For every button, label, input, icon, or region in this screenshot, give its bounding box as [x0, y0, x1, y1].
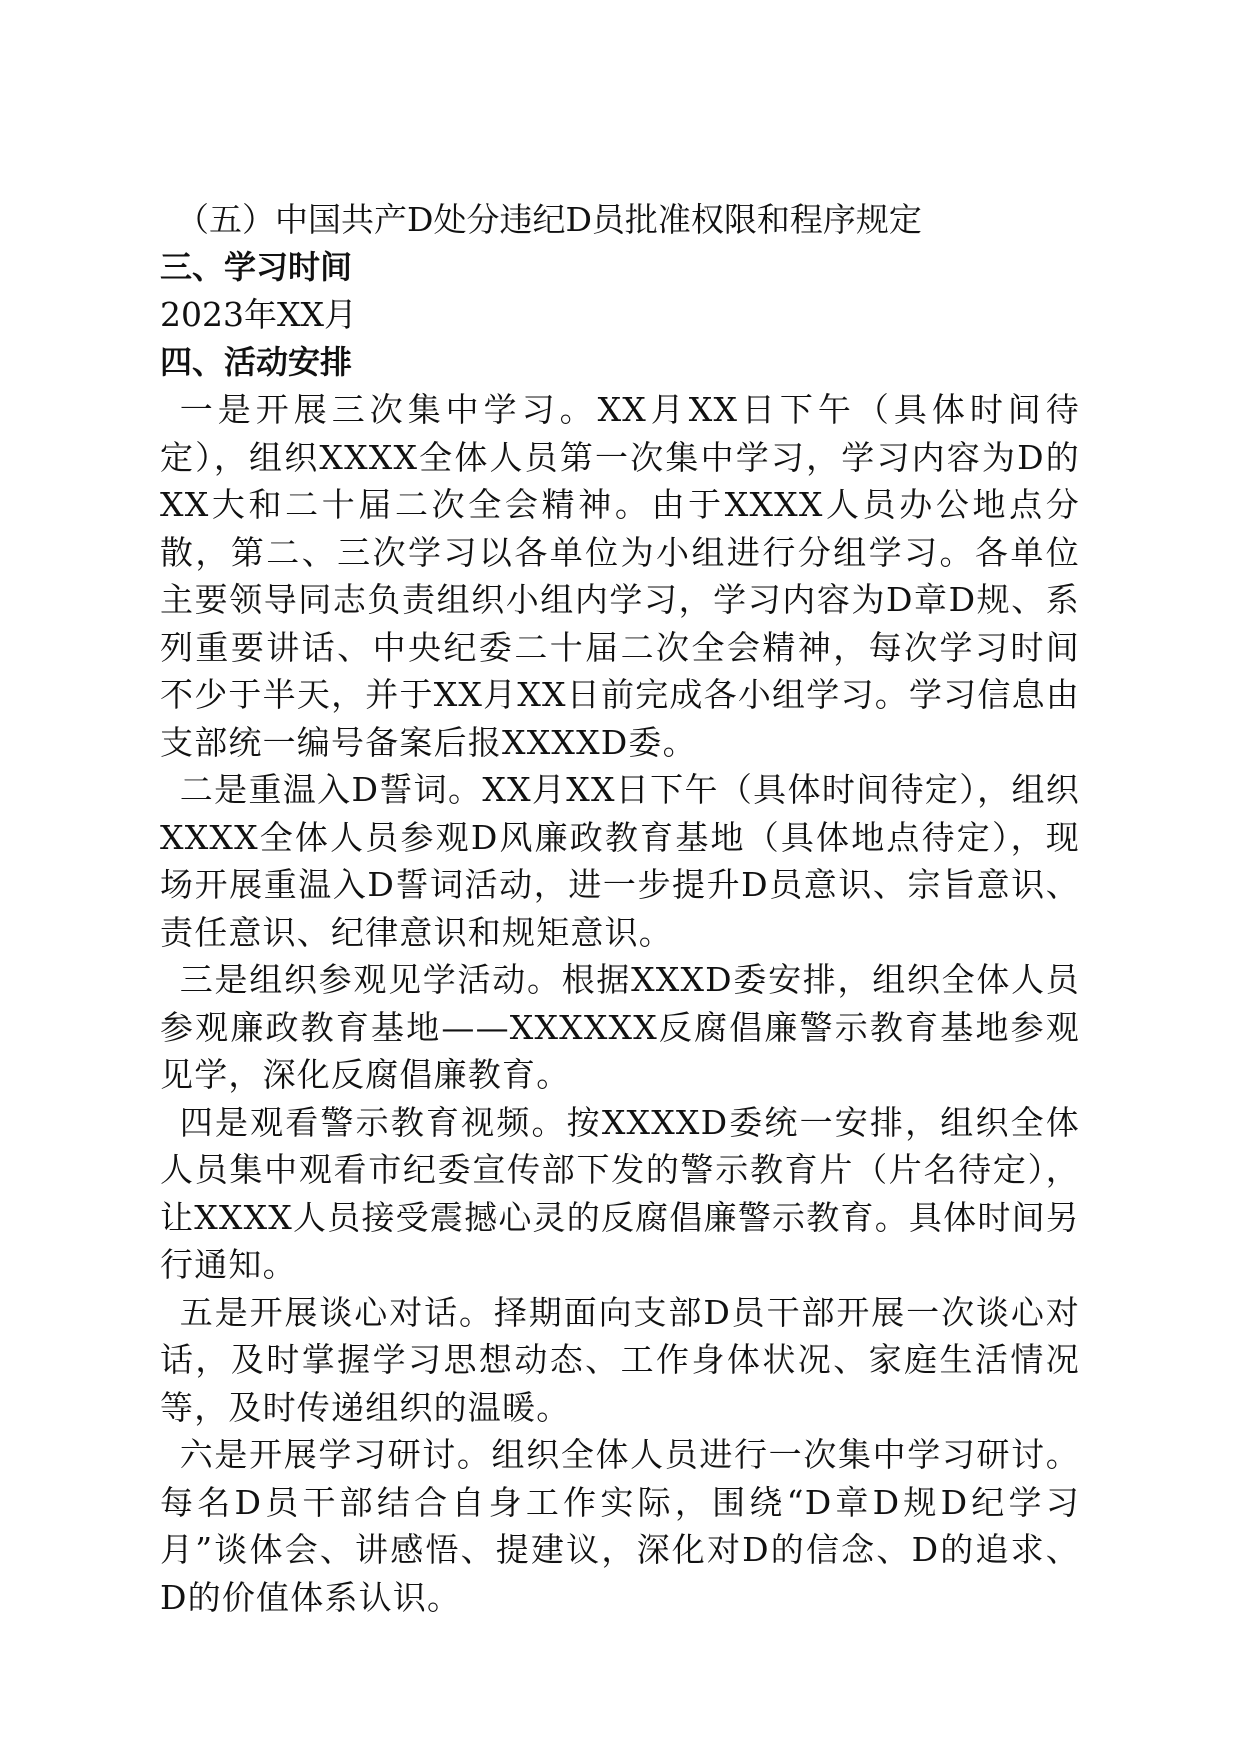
- document-body: [160, 196, 1080, 1621]
- activity-paragraph-3: 三是组织参观见学活动。根据XXXD委安排，组织全体人员参观廉政教育基地——XXXXXX反腐倡廉警示教育基地参观见学，深化反腐倡廉教育。: [160, 960, 1080, 1094]
- activity-paragraph-2: 二是重温入D誓词。XX月XX日下午（具体时间待定），组织XXXX全体人员参观D风廉政教育基地（具体地点待定），现场开展重温入D誓词活动，进一步提升D员意识、宗旨意识、责任意识、纪律意识和规矩意识。: [160, 770, 1080, 952]
- study-time-text: 2023年XX月: [160, 295, 357, 334]
- activity-paragraph-6: 六是开展学习研讨。组织全体人员进行一次集中学习研讨。每名D员干部结合自身工作实际，围绕“D章D规D纪学习月”谈体会、讲感悟、提建议，深化对D的信念、D的追求、D的价值体系认识。: [160, 1435, 1080, 1617]
- section-three-heading: 三、学习时间: [160, 247, 353, 286]
- activity-paragraph-1: 一是开展三次集中学习。XX月XX日下午（具体时间待定），组织XXXX全体人员第一次集中学习，学习内容为D的XX大和二十届二次全会精神。由于XXXX人员办公地点分散，第二、三次学习以各单位为小组进行分组学习。各单位主要领导同志负责组织小组内学习，学习内容为D章D规、系列重要讲话、中央纪委二十届二次全会精神，每次学习时间不少于半天，并于XX月XX日前完成各小组学习。学习信息由支部统一编号备案后报XXXXD委。: [160, 390, 1080, 762]
- activity-paragraph-4: 四是观看警示教育视频。按XXXXD委统一安排，组织全体人员集中观看市纪委宣传部下发的警示教育片（片名待定），让XXXX人员接受震撼心灵的反腐倡廉警示教育。具体时间另行通知。: [160, 1102, 1080, 1284]
- section-four-heading: 四、活动安排: [160, 342, 353, 381]
- activity-paragraph-5: 五是开展谈心对话。择期面向支部D员干部开展一次谈心对话，及时掌握学习思想动态、工作身体状况、家庭生活情况等，及时传递组织的温暖。: [160, 1292, 1080, 1427]
- item-five-text: （五）中国共产D处分违纪D员批准权限和程序规定: [176, 200, 922, 239]
